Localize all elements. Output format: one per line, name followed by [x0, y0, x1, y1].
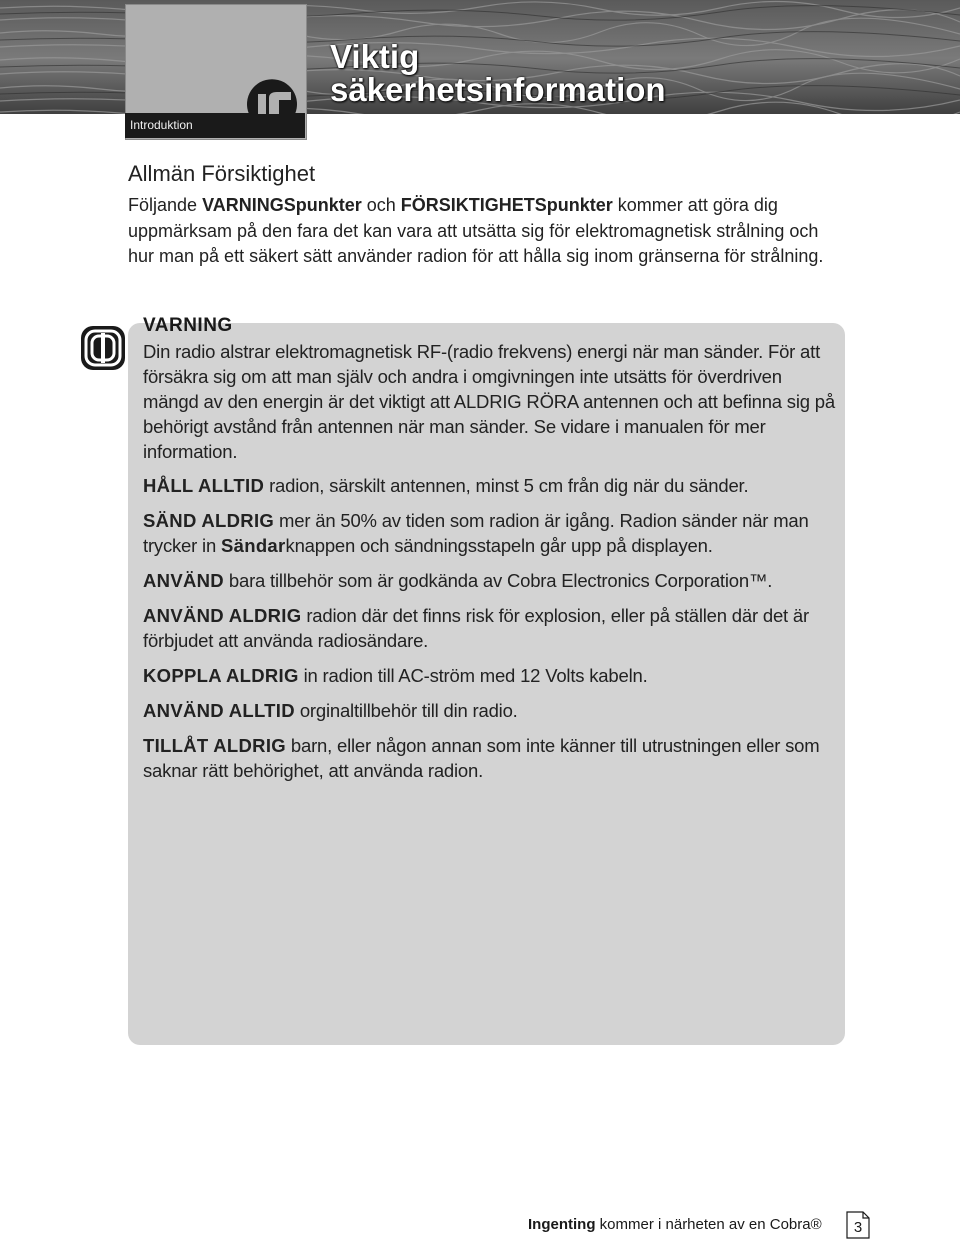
transmit-button-keyword: Sändar — [220, 535, 286, 556]
warning-content — [143, 313, 838, 793]
warning-item — [143, 603, 838, 653]
page-title-line2: säkerhetsinformation — [330, 71, 666, 108]
warning-item-keyword: ANVÄND ALDRIG — [143, 605, 302, 626]
section-tab-label: Introduktion — [125, 113, 305, 138]
footer-tagline — [528, 1216, 822, 1233]
page-number — [846, 1211, 870, 1239]
section-heading: Allmän Försiktighet — [128, 161, 316, 186]
intro-text-2: och — [361, 195, 401, 215]
warning-item-text: orginaltillbehör till din radio. — [294, 700, 518, 721]
warning-main-text: Din radio alstrar elektromagnetisk RF-(radio frekvens) energi när man sänder. För att försäkra sig om att man själv och andra i omgivningen inte utsätts för överdriven mängd av den energin är det viktigt att ALDRIG RÖRA antennen och att befinna sig på behörigt avstånd från antennen när man sänder. Se vidare i manualen för mer information. — [143, 341, 835, 462]
intro-bold-warnings: VARNINGSpunkter — [202, 195, 362, 215]
warning-item-keyword: HÅLL ALLTID — [143, 475, 265, 496]
intro-text-1: Följande — [128, 195, 203, 215]
warning-item-text: in radion till AC-ström med 12 Volts kabeln. — [298, 665, 648, 686]
intro-text-3: kommer att göra dig uppmärksam på den fara det kan vara att utsätta sig för elektromagnetisk strålning och hur man på ett säkert sätt använder radion för att hålla sig inom gränserna för strålning. — [128, 195, 824, 266]
page-title-line1: Viktig — [330, 38, 420, 75]
intro-paragraph — [128, 193, 828, 270]
warning-item-text: knappen och sändningsstapeln går upp på displayen. — [285, 535, 713, 556]
warning-item-text: radion där det finns risk för explosion, eller på ställen där det är förbjudet att använda radiosändare. — [143, 605, 809, 651]
warning-item-keyword: ANVÄND ALLTID — [143, 700, 295, 721]
warning-item-text: mer än 50% av tiden som radion är igång. Radion sänder när man trycker in — [143, 510, 809, 556]
warning-item-text: bara tillbehör som är godkända av Cobra Electronics Corporation™. — [223, 570, 773, 591]
intro-bold-cautions: FÖRSIKTIGHETSpunkter — [400, 195, 613, 215]
warning-item — [143, 733, 838, 783]
warning-item — [143, 663, 838, 688]
footer-tagline-bold: Ingenting — [528, 1216, 596, 1233]
warning-item-text: radion, särskilt antennen, minst 5 cm från dig när du sänder. — [264, 475, 749, 496]
warning-item-keyword: KOPPLA ALDRIG — [143, 665, 299, 686]
footer-tagline-text: kommer i närheten av en Cobra® — [595, 1216, 822, 1233]
warning-item-keyword: ANVÄND — [143, 570, 224, 591]
warning-title: VARNING — [143, 315, 233, 336]
warning-item — [143, 698, 838, 723]
warning-item-keyword: SÄND ALDRIG — [143, 510, 275, 531]
cobra-logo-icon — [245, 70, 301, 120]
warning-item-keyword: TILLÅT ALDRIG — [143, 735, 286, 756]
page-title — [330, 40, 666, 106]
warning-icon — [80, 325, 126, 371]
page-number-value: 3 — [853, 1219, 863, 1236]
warning-item — [143, 508, 838, 558]
warning-item — [143, 473, 838, 498]
warning-item — [143, 568, 838, 593]
warning-item-text: barn, eller någon annan som inte känner till utrustningen eller som saknar rätt behörighet, att använda radion. — [143, 735, 820, 781]
